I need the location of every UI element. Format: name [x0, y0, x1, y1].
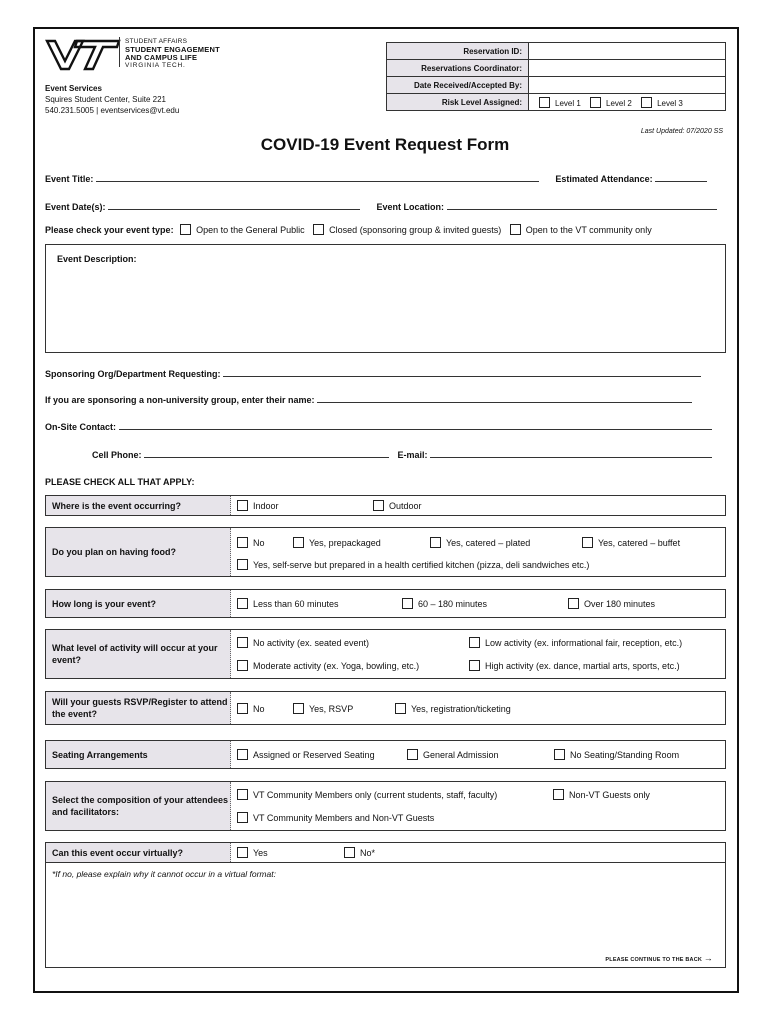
logo-divider: [119, 37, 120, 67]
type-public-checkbox[interactable]: [180, 224, 191, 235]
virtual-note: *If no, please explain why it cannot occur in a virtual format:: [52, 869, 276, 879]
composition-nonvt-label: Non-VT Guests only: [569, 790, 650, 800]
email-label: E-mail:: [397, 450, 428, 460]
event-location-label: Event Location:: [376, 202, 445, 212]
length-over180-label: Over 180 minutes: [584, 599, 656, 609]
composition-vt-checkbox[interactable]: [237, 789, 248, 800]
food-no-checkbox[interactable]: [237, 537, 248, 548]
indoor-label: Indoor: [253, 501, 279, 511]
seating-general-label: General Admission: [423, 750, 499, 760]
event-title-field[interactable]: [96, 172, 539, 182]
outdoor-checkbox[interactable]: [373, 500, 384, 511]
coordinator-field[interactable]: [529, 60, 726, 77]
coordinator-label: Reservations Coordinator:: [387, 60, 529, 77]
activity-none-checkbox[interactable]: [237, 637, 248, 648]
food-plated-label: Yes, catered – plated: [446, 538, 531, 548]
continue-note: PLEASE CONTINUE TO THE BACK →: [605, 953, 713, 963]
onsite-contact-field[interactable]: [119, 420, 712, 430]
seating-none-checkbox[interactable]: [554, 749, 565, 760]
food-buffet-label: Yes, catered – buffet: [598, 538, 681, 548]
activity-moderate-checkbox[interactable]: [237, 660, 248, 671]
event-title-label: Event Title:: [45, 174, 94, 184]
seating-assigned-label: Assigned or Reserved Seating: [253, 750, 375, 760]
event-location-field[interactable]: [447, 200, 717, 210]
length-60-180-label: 60 – 180 minutes: [418, 599, 488, 609]
arrow-right-icon: →: [703, 953, 713, 963]
food-prepackaged-label: Yes, prepackaged: [309, 538, 381, 548]
virtual-yes-checkbox[interactable]: [237, 847, 248, 858]
composition-label: Select the composition of your attendees and facilitators:: [46, 782, 231, 830]
food-question: [45, 527, 726, 577]
attendance-field[interactable]: [655, 172, 707, 182]
rsvp-registration-label: Yes, registration/ticketing: [411, 704, 511, 714]
onsite-contact-row: [45, 420, 712, 432]
level3-checkbox[interactable]: [641, 97, 652, 108]
where-label: Where is the event occurring?: [46, 496, 231, 515]
event-title-row: [45, 172, 707, 184]
sponsoring-field[interactable]: [223, 367, 701, 377]
seating-general-checkbox[interactable]: [407, 749, 418, 760]
non-university-field[interactable]: [317, 393, 692, 403]
rsvp-yes-label: Yes, RSVP: [309, 704, 354, 714]
type-public-label: Open to the General Public: [196, 225, 305, 235]
cell-phone-label: Cell Phone:: [92, 450, 142, 460]
event-dates-field[interactable]: [108, 200, 360, 210]
type-vt-label: Open to the VT community only: [525, 225, 652, 235]
level3-label: Level 3: [657, 98, 683, 108]
activity-none-label: No activity (ex. seated event): [253, 638, 370, 648]
virtual-yes-label: Yes: [253, 848, 268, 858]
composition-both-checkbox[interactable]: [237, 812, 248, 823]
activity-high-checkbox[interactable]: [469, 660, 480, 671]
level2-label: Level 2: [606, 98, 632, 108]
composition-nonvt-checkbox[interactable]: [553, 789, 564, 800]
level2-checkbox[interactable]: [590, 97, 601, 108]
type-vt-checkbox[interactable]: [510, 224, 521, 235]
rsvp-no-checkbox[interactable]: [237, 703, 248, 714]
length-under60-label: Less than 60 minutes: [253, 599, 339, 609]
level1-checkbox[interactable]: [539, 97, 550, 108]
activity-moderate-label: Moderate activity (ex. Yoga, bowling, etc.): [253, 661, 420, 671]
indoor-checkbox[interactable]: [237, 500, 248, 511]
onsite-contact-label: On-Site Contact:: [45, 422, 116, 432]
virtual-question: [45, 842, 726, 863]
seating-question: [45, 740, 726, 769]
virtual-label: Can this event occur virtually?: [46, 843, 231, 862]
risk-level-label: Risk Level Assigned:: [387, 94, 529, 111]
non-university-row: [45, 393, 692, 405]
composition-question: [45, 781, 726, 831]
length-60-180-checkbox[interactable]: [402, 598, 413, 609]
check-all-heading: PLEASE CHECK ALL THAT APPLY:: [45, 477, 195, 487]
food-prepackaged-checkbox[interactable]: [293, 537, 304, 548]
where-question: [45, 495, 726, 516]
department-name: STUDENT AFFAIRS STUDENT ENGAGEMENT AND CAMPUS LIFE VIRGINIA TECH.: [125, 38, 220, 69]
length-label: How long is your event?: [46, 590, 231, 617]
length-under60-checkbox[interactable]: [237, 598, 248, 609]
virtual-no-checkbox[interactable]: [344, 847, 355, 858]
food-selfserve-checkbox[interactable]: [237, 559, 248, 570]
form-page: [33, 27, 739, 993]
sponsoring-label: Sponsoring Org/Department Requesting:: [45, 369, 221, 379]
rsvp-registration-checkbox[interactable]: [395, 703, 406, 714]
activity-question: [45, 629, 726, 679]
event-dates-label: Event Date(s):: [45, 202, 106, 212]
activity-label: What level of activity will occur at your event?: [46, 630, 231, 678]
email-field[interactable]: [430, 448, 712, 458]
rsvp-yes-checkbox[interactable]: [293, 703, 304, 714]
food-buffet-checkbox[interactable]: [582, 537, 593, 548]
reservation-id-field[interactable]: [529, 43, 726, 60]
cell-phone-field[interactable]: [144, 448, 389, 458]
event-description-box[interactable]: [45, 244, 726, 353]
length-over180-checkbox[interactable]: [568, 598, 579, 609]
received-field[interactable]: [529, 77, 726, 94]
vt-logo: [45, 39, 121, 71]
reservation-id-label: Reservation ID:: [387, 43, 529, 60]
rsvp-question: [45, 691, 726, 725]
non-university-label: If you are sponsoring a non-university group, enter their name:: [45, 395, 315, 405]
activity-high-label: High activity (ex. dance, martial arts, sports, etc.): [485, 661, 680, 671]
rsvp-label: Will your guests RSVP/Register to attend the event?: [46, 692, 231, 724]
received-label: Date Received/Accepted By:: [387, 77, 529, 94]
event-dates-row: [45, 200, 717, 212]
food-plated-checkbox[interactable]: [430, 537, 441, 548]
food-no-label: No: [253, 538, 265, 548]
event-type-row: [45, 224, 652, 235]
activity-low-checkbox[interactable]: [469, 637, 480, 648]
last-updated: Last Updated: 07/2020 SS: [640, 128, 723, 135]
risk-level-options: [529, 94, 726, 111]
rsvp-no-label: No: [253, 704, 265, 714]
cell-email-row: [92, 448, 712, 460]
virtual-no-label: No*: [360, 848, 376, 858]
event-description-label: Event Description:: [57, 254, 137, 264]
type-closed-checkbox[interactable]: [313, 224, 324, 235]
office-address: Event Services Squires Student Center, Suite 221 540.231.5005 | eventservices@vt.edu: [45, 84, 180, 115]
type-closed-label: Closed (sponsoring group & invited guests): [329, 225, 502, 235]
food-selfserve-label: Yes, self-serve but prepared in a health certified kitchen (pizza, deli sandwiches etc.): [253, 560, 590, 570]
outdoor-label: Outdoor: [389, 501, 422, 511]
seating-none-label: No Seating/Standing Room: [570, 750, 680, 760]
composition-both-label: VT Community Members and Non-VT Guests: [253, 813, 435, 823]
event-type-label: Please check your event type:: [45, 225, 174, 235]
seating-assigned-checkbox[interactable]: [237, 749, 248, 760]
length-question: [45, 589, 726, 618]
composition-vt-label: VT Community Members only (current students, staff, faculty): [253, 790, 498, 800]
food-label: Do you plan on having food?: [46, 528, 231, 576]
activity-low-label: Low activity (ex. informational fair, reception, etc.): [485, 638, 683, 648]
seating-label: Seating Arrangements: [46, 741, 231, 768]
sponsoring-row: [45, 367, 701, 379]
level1-label: Level 1: [555, 98, 581, 108]
form-title: COVID-19 Event Request Form: [260, 135, 510, 154]
reservation-table: [386, 42, 726, 111]
attendance-label: Estimated Attendance:: [555, 174, 653, 184]
